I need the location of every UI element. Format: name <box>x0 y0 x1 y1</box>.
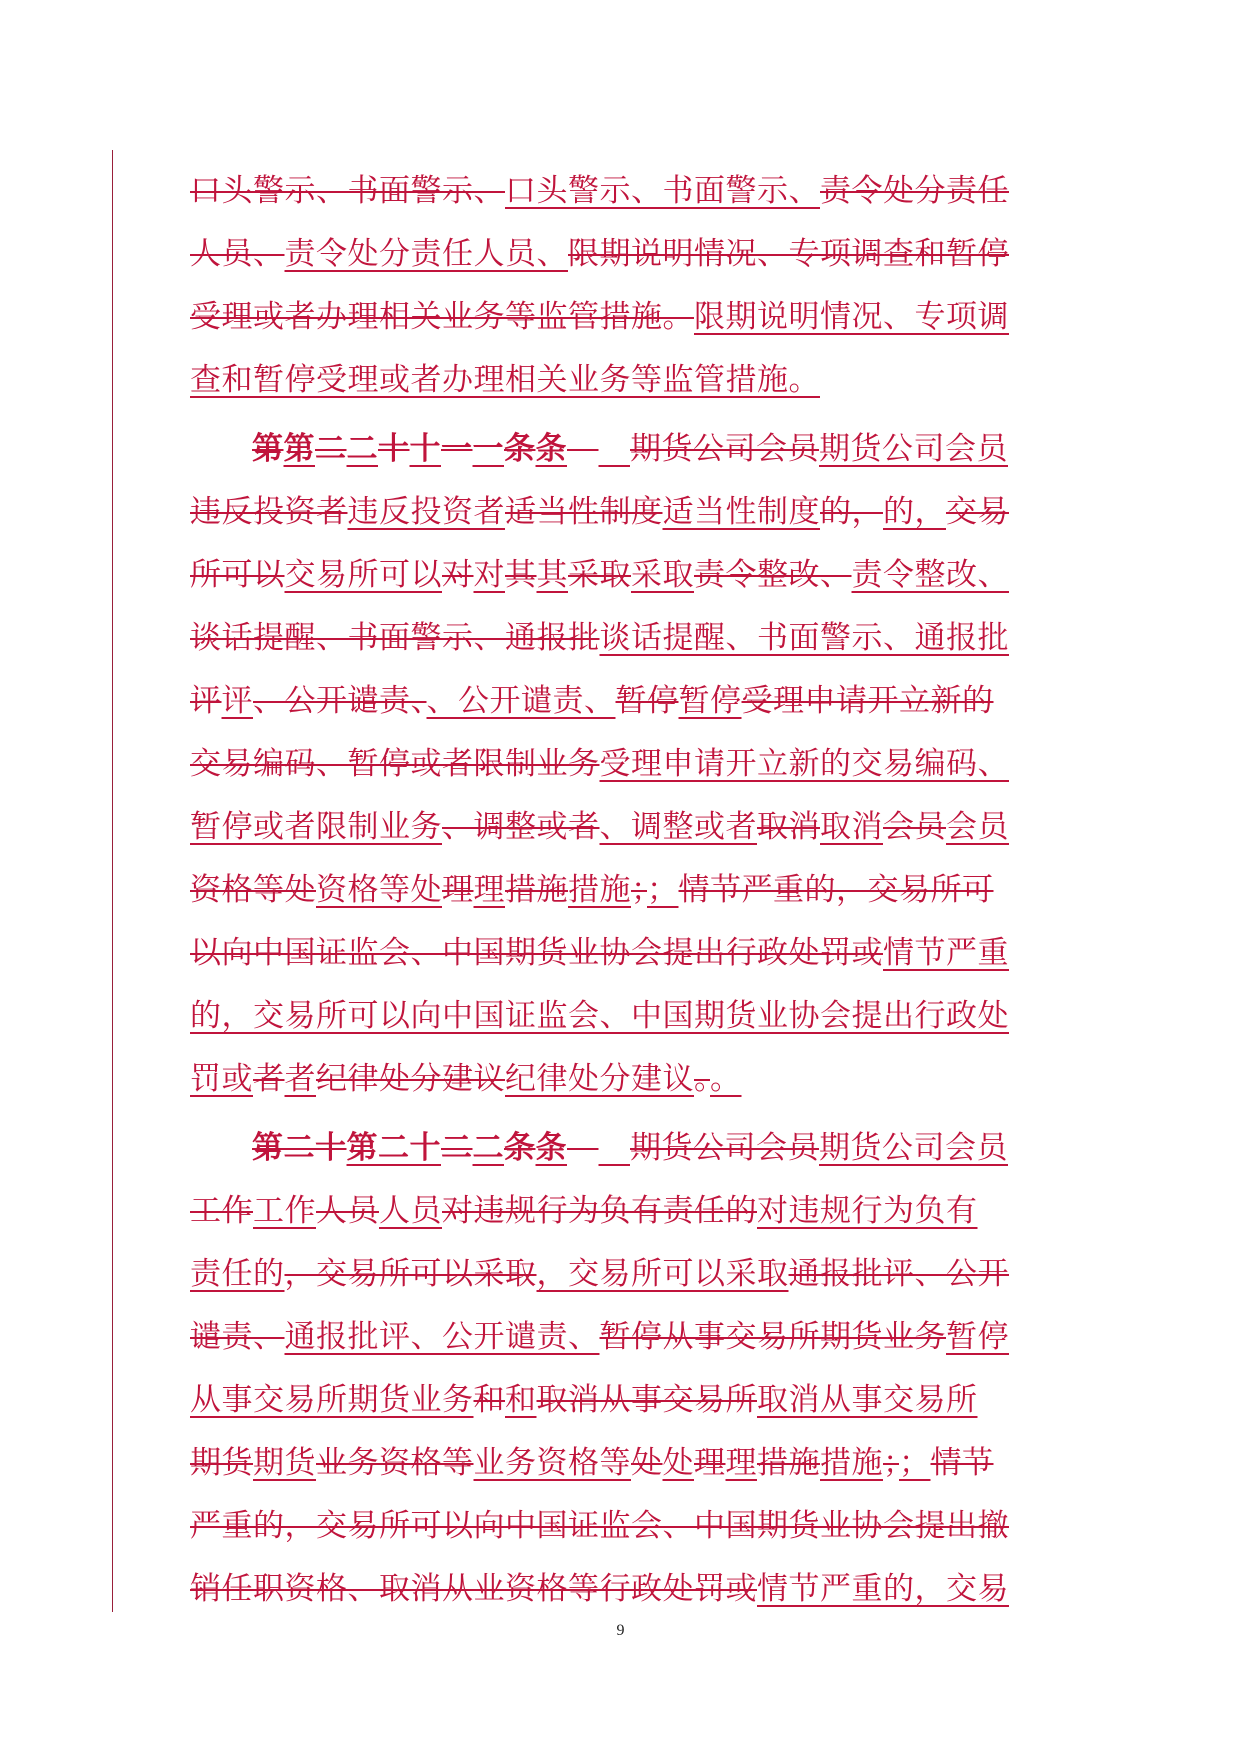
inserted-text: 。 <box>710 1061 742 1097</box>
deleted-text: 措施 <box>757 1445 820 1481</box>
deleted-text: 资格等处 <box>190 872 316 908</box>
inserted-text: 从事交易所期货业务 <box>190 1382 474 1418</box>
revision-change-bar <box>112 150 113 1612</box>
inserted-text: 理 <box>725 1445 757 1481</box>
inserted-text <box>599 1130 631 1166</box>
deleted-text: 纪律处分建议 <box>316 1061 505 1097</box>
deleted-text: 取消从事交易所 <box>536 1382 757 1418</box>
inserted-text: 措施 <box>820 1445 883 1481</box>
deleted-text: 二 <box>315 431 347 467</box>
deleted-text: 通报批评、公开 <box>788 1256 1009 1292</box>
deleted-text: 第 <box>252 431 284 467</box>
deleted-text: 销任职资格、取消从业资格等行政处罚或 <box>190 1571 757 1607</box>
inserted-text: 暂停 <box>946 1319 1009 1355</box>
deleted-text: 人员 <box>316 1193 379 1229</box>
text-line <box>190 670 1052 733</box>
inserted-text: 和 <box>505 1382 537 1418</box>
text-line <box>190 1117 1052 1180</box>
text-line <box>190 1369 1052 1432</box>
inserted-text: 期货 <box>253 1445 316 1481</box>
inserted-text: 期货公司会员 <box>819 1130 1008 1166</box>
deleted-text: 暂停从事交易所期货业务 <box>599 1319 946 1355</box>
deleted-text: 限期说明情况、专项调查和暂停 <box>568 236 1009 272</box>
text-line <box>190 1432 1052 1495</box>
inserted-text <box>599 431 631 467</box>
paragraph <box>190 1117 1052 1621</box>
deleted-text: 责令处分责任 <box>820 173 1009 209</box>
inserted-text: 受理申请开立新的交易编码、 <box>599 746 1009 782</box>
inserted-text: 限期说明情况、专项调 <box>694 299 1009 335</box>
text-line <box>190 1243 1052 1306</box>
deleted-text: 措施 <box>505 872 568 908</box>
deleted-text: 口头警示、书面警示、 <box>190 173 505 209</box>
inserted-text: 的， <box>883 494 946 530</box>
inserted-text: 责令处分责任人员、 <box>284 236 568 272</box>
text-line <box>190 349 1052 412</box>
deleted-text: 其 <box>505 557 537 593</box>
inserted-text: ； <box>899 1445 931 1481</box>
inserted-text: 二 <box>346 431 378 467</box>
deleted-text: 谈话提醒、书面警示、通报批 <box>190 620 600 656</box>
text-line <box>190 286 1052 349</box>
inserted-text: 情节严重 <box>883 935 1009 971</box>
deleted-text: 人员、 <box>190 236 285 272</box>
text-line <box>190 160 1052 223</box>
paragraph <box>190 418 1052 1111</box>
inserted-text: 对违规行为负有 <box>757 1193 978 1229</box>
text-line <box>190 733 1052 796</box>
deleted-text: 责令整改、 <box>694 557 852 593</box>
deleted-text: 所可以 <box>190 557 285 593</box>
inserted-text: 第二十 <box>346 1130 441 1166</box>
deleted-text: 会员 <box>883 809 946 845</box>
inserted-text: 工作 <box>253 1193 316 1229</box>
inserted-text: 责令整改、 <box>851 557 1009 593</box>
deleted-text: ； <box>883 1445 899 1481</box>
deleted-text: 以向中国证监会、中国期货业协会提出行政处罚或 <box>190 935 883 971</box>
text-line <box>190 1495 1052 1558</box>
deleted-text: 受理申请开立新的 <box>741 683 994 719</box>
deleted-text: 理 <box>442 872 474 908</box>
deleted-text: 情节严重的，交易所可 <box>678 872 994 908</box>
inserted-text: 人员 <box>379 1193 442 1229</box>
deleted-text: 一 <box>441 431 473 467</box>
deleted-text: 、调整或者 <box>442 809 600 845</box>
deleted-text: 。 <box>694 1061 710 1097</box>
inserted-text: 、调整或者 <box>599 809 757 845</box>
deleted-text: 条 <box>504 431 536 467</box>
deleted-text: 第二十 <box>252 1130 347 1166</box>
inserted-text: ，交易所可以采取 <box>536 1256 789 1292</box>
inserted-text: ； <box>647 872 679 908</box>
inserted-text: 评 <box>221 683 253 719</box>
inserted-text: 第 <box>283 431 315 467</box>
deleted-text: 和 <box>473 1382 505 1418</box>
inserted-text: 违反投资者 <box>347 494 505 530</box>
inserted-text: 通报批评、公开谴责、 <box>284 1319 600 1355</box>
deleted-text: 评 <box>190 683 222 719</box>
inserted-text: 措施 <box>568 872 631 908</box>
text-line <box>190 1180 1052 1243</box>
inserted-text: 、公开谴责、 <box>426 683 616 719</box>
inserted-text: 暂停 <box>678 683 742 719</box>
deleted-text: 对 <box>442 557 474 593</box>
text-line <box>190 418 1052 481</box>
text-line <box>190 481 1052 544</box>
deleted-text: 交易编码、暂停或者限制业务 <box>190 746 600 782</box>
inserted-text: 条 <box>535 431 567 467</box>
deleted-text: ； <box>631 872 647 908</box>
inserted-text: 十 <box>409 431 441 467</box>
inserted-text: 一 <box>472 431 504 467</box>
deleted-text: 严重的，交易所可以向中国证监会、中国期货业协会提出撤 <box>190 1508 1009 1544</box>
inserted-text: 者 <box>284 1061 316 1097</box>
deleted-text: 理 <box>694 1445 726 1481</box>
inserted-text: 期货公司会员 <box>819 431 1008 467</box>
deleted-text: 期货公司会员 <box>630 1130 819 1166</box>
deleted-text: 交易 <box>946 494 1009 530</box>
text-line <box>190 1306 1052 1369</box>
inserted-text: 条 <box>535 1130 567 1166</box>
inserted-text: 会员 <box>946 809 1009 845</box>
text-line <box>190 922 1052 985</box>
inserted-text: 查和暂停受理或者办理相关业务等监管措施。 <box>190 362 820 398</box>
deleted-text: 工作 <box>190 1193 253 1229</box>
inserted-text: 谈话提醒、书面警示、通报批 <box>599 620 1009 656</box>
inserted-text: 责任的 <box>190 1256 285 1292</box>
deleted-text: 处 <box>631 1445 663 1481</box>
deleted-text: 情节 <box>930 1445 994 1481</box>
inserted-text: 暂停或者限制业务 <box>190 809 442 845</box>
deleted-text: 适当性制度 <box>505 494 663 530</box>
inserted-text: 取消 <box>820 809 883 845</box>
deleted-text: 条 <box>504 1130 536 1166</box>
paragraph <box>190 160 1052 412</box>
inserted-text: 适当性制度 <box>662 494 820 530</box>
deleted-text: ，交易所可以采取 <box>284 1256 537 1292</box>
deleted-text: 违反投资者 <box>190 494 348 530</box>
deleted-text: 者 <box>253 1061 285 1097</box>
text-line <box>190 544 1052 607</box>
deleted-text <box>567 431 599 467</box>
inserted-text: 交易所可以 <box>284 557 442 593</box>
inserted-text: 二 <box>472 1130 504 1166</box>
inserted-text: 罚或 <box>190 1061 253 1097</box>
deleted-text <box>567 1130 599 1166</box>
deleted-text: 、公开谴责、 <box>253 683 427 719</box>
deleted-text: 的， <box>820 494 883 530</box>
deleted-text: 取消 <box>757 809 820 845</box>
deleted-text: 十 <box>378 431 410 467</box>
text-line <box>190 607 1052 670</box>
inserted-text: 其 <box>536 557 568 593</box>
inserted-text: 的，交易所可以向中国证监会、中国期货业协会提出行政处 <box>190 998 1009 1034</box>
text-line <box>190 985 1052 1048</box>
text-line <box>190 1048 1052 1111</box>
inserted-text: 处 <box>662 1445 694 1481</box>
text-line <box>190 859 1052 922</box>
inserted-text: 对 <box>473 557 505 593</box>
inserted-text: 业务资格等 <box>473 1445 631 1481</box>
inserted-text: 纪律处分建议 <box>505 1061 694 1097</box>
deleted-text: 谴责、 <box>190 1319 285 1355</box>
inserted-text: 口头警示、书面警示、 <box>505 173 820 209</box>
deleted-text: 期货 <box>190 1445 253 1481</box>
deleted-text: 受理或者办理相关业务等监管措施。 <box>190 299 694 335</box>
deleted-text: 采取 <box>568 557 631 593</box>
text-line <box>190 796 1052 859</box>
inserted-text: 理 <box>473 872 505 908</box>
page-number: 9 <box>616 1622 625 1639</box>
text-line <box>190 223 1052 286</box>
inserted-text: 取消从事交易所 <box>757 1382 978 1418</box>
text-line <box>190 1558 1052 1621</box>
deleted-text: 业务资格等 <box>316 1445 474 1481</box>
deleted-text: 暂停 <box>615 683 679 719</box>
inserted-text: 资格等处 <box>316 872 442 908</box>
deleted-text: 对违规行为负有责任的 <box>442 1193 757 1229</box>
document-body <box>190 160 1052 1627</box>
deleted-text: 二 <box>441 1130 473 1166</box>
deleted-text: 期货公司会员 <box>630 431 819 467</box>
inserted-text: 采取 <box>631 557 694 593</box>
inserted-text: 情节严重的，交易 <box>757 1571 1009 1607</box>
